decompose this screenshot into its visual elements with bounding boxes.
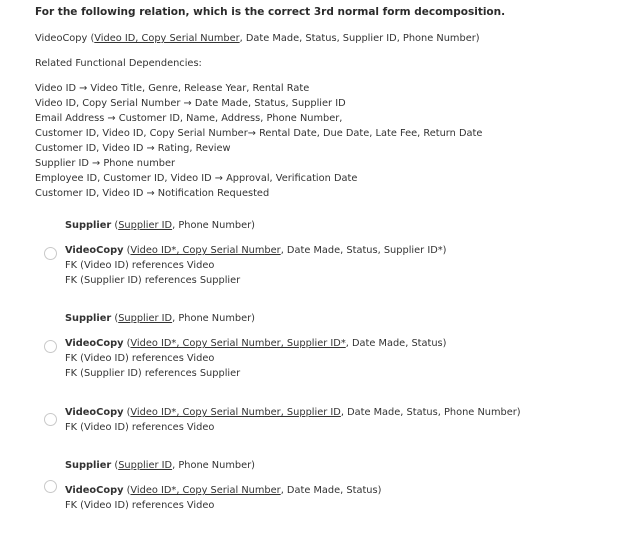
foreign-key-line: FK (Supplier ID) references Supplier bbox=[65, 368, 241, 379]
paren-open: ( bbox=[123, 245, 131, 256]
option-relation bbox=[65, 245, 446, 256]
primary-key: Supplier ID bbox=[118, 313, 173, 324]
primary-key: Supplier ID bbox=[118, 220, 173, 231]
relation-rest: , Date Made, Status, Supplier ID, Phone Number) bbox=[239, 33, 480, 44]
dependency-line: Customer ID, Video ID → Notification Requested bbox=[35, 188, 270, 199]
option-radio[interactable] bbox=[44, 340, 57, 353]
foreign-key-line: FK (Video ID) references Video bbox=[65, 260, 215, 271]
dependency-line: Video ID, Copy Serial Number → Date Made, Status, Supplier ID bbox=[35, 98, 346, 109]
paren-open: ( bbox=[111, 460, 119, 471]
option-relation bbox=[65, 485, 381, 496]
table-name: Supplier bbox=[65, 313, 112, 324]
option-relation bbox=[65, 313, 255, 324]
dependency-line: Email Address → Customer ID, Name, Address, Phone Number, bbox=[35, 113, 343, 124]
primary-key: Video ID*, Copy Serial Number bbox=[130, 245, 281, 256]
primary-key: Video ID*, Copy Serial Number bbox=[130, 485, 281, 496]
attributes: , Date Made, Status, Supplier ID*) bbox=[280, 245, 447, 256]
option-relation bbox=[65, 460, 255, 471]
dependency-line: Customer ID, Video ID → Rating, Review bbox=[35, 143, 231, 154]
paren-open: ( bbox=[111, 220, 119, 231]
foreign-key-line: FK (Video ID) references Video bbox=[65, 500, 215, 511]
foreign-key-line: FK (Video ID) references Video bbox=[65, 353, 215, 364]
primary-key: Video ID*, Copy Serial Number, Supplier ID* bbox=[130, 338, 346, 349]
option-relation bbox=[65, 407, 521, 418]
table-name: VideoCopy bbox=[65, 338, 124, 349]
paren-open: ( bbox=[111, 313, 119, 324]
relation-name: VideoCopy bbox=[35, 33, 88, 44]
dependency-line: Supplier ID → Phone number bbox=[35, 158, 176, 169]
table-name: VideoCopy bbox=[65, 485, 124, 496]
paren-open: ( bbox=[123, 407, 131, 418]
attributes: , Date Made, Status) bbox=[345, 338, 447, 349]
dependency-line: Employee ID, Customer ID, Video ID → Approval, Verification Date bbox=[35, 173, 358, 184]
relation-open: ( bbox=[90, 33, 95, 44]
foreign-key-line: FK (Video ID) references Video bbox=[65, 422, 215, 433]
option-relation bbox=[65, 338, 446, 349]
fd-heading: Related Functional Dependencies: bbox=[35, 58, 202, 69]
option-radio[interactable] bbox=[44, 413, 57, 426]
foreign-key-line: FK (Supplier ID) references Supplier bbox=[65, 275, 241, 286]
option-radio[interactable] bbox=[44, 247, 57, 260]
option-relation bbox=[65, 220, 255, 231]
relation-keys: Video ID, Copy Serial Number bbox=[94, 33, 240, 44]
question-text: For the following relation, which is the correct 3rd normal form decomposition. bbox=[35, 6, 506, 18]
option-radio[interactable] bbox=[44, 480, 57, 493]
paren-open: ( bbox=[123, 485, 131, 496]
attributes: , Date Made, Status, Phone Number) bbox=[340, 407, 521, 418]
dependency-line: Customer ID, Video ID, Copy Serial Number→ Rental Date, Due Date, Late Fee, Return Date bbox=[35, 128, 483, 139]
table-name: VideoCopy bbox=[65, 407, 124, 418]
primary-key: Supplier ID bbox=[118, 460, 173, 471]
relation-schema bbox=[35, 33, 480, 44]
table-name: Supplier bbox=[65, 220, 112, 231]
attributes: , Phone Number) bbox=[172, 220, 255, 231]
table-name: VideoCopy bbox=[65, 245, 124, 256]
table-name: Supplier bbox=[65, 460, 112, 471]
dependency-line: Video ID → Video Title, Genre, Release Year, Rental Rate bbox=[35, 83, 310, 94]
attributes: , Phone Number) bbox=[172, 313, 255, 324]
primary-key: Video ID*, Copy Serial Number, Supplier ID bbox=[130, 407, 341, 418]
attributes: , Date Made, Status) bbox=[280, 485, 382, 496]
attributes: , Phone Number) bbox=[172, 460, 255, 471]
paren-open: ( bbox=[123, 338, 131, 349]
